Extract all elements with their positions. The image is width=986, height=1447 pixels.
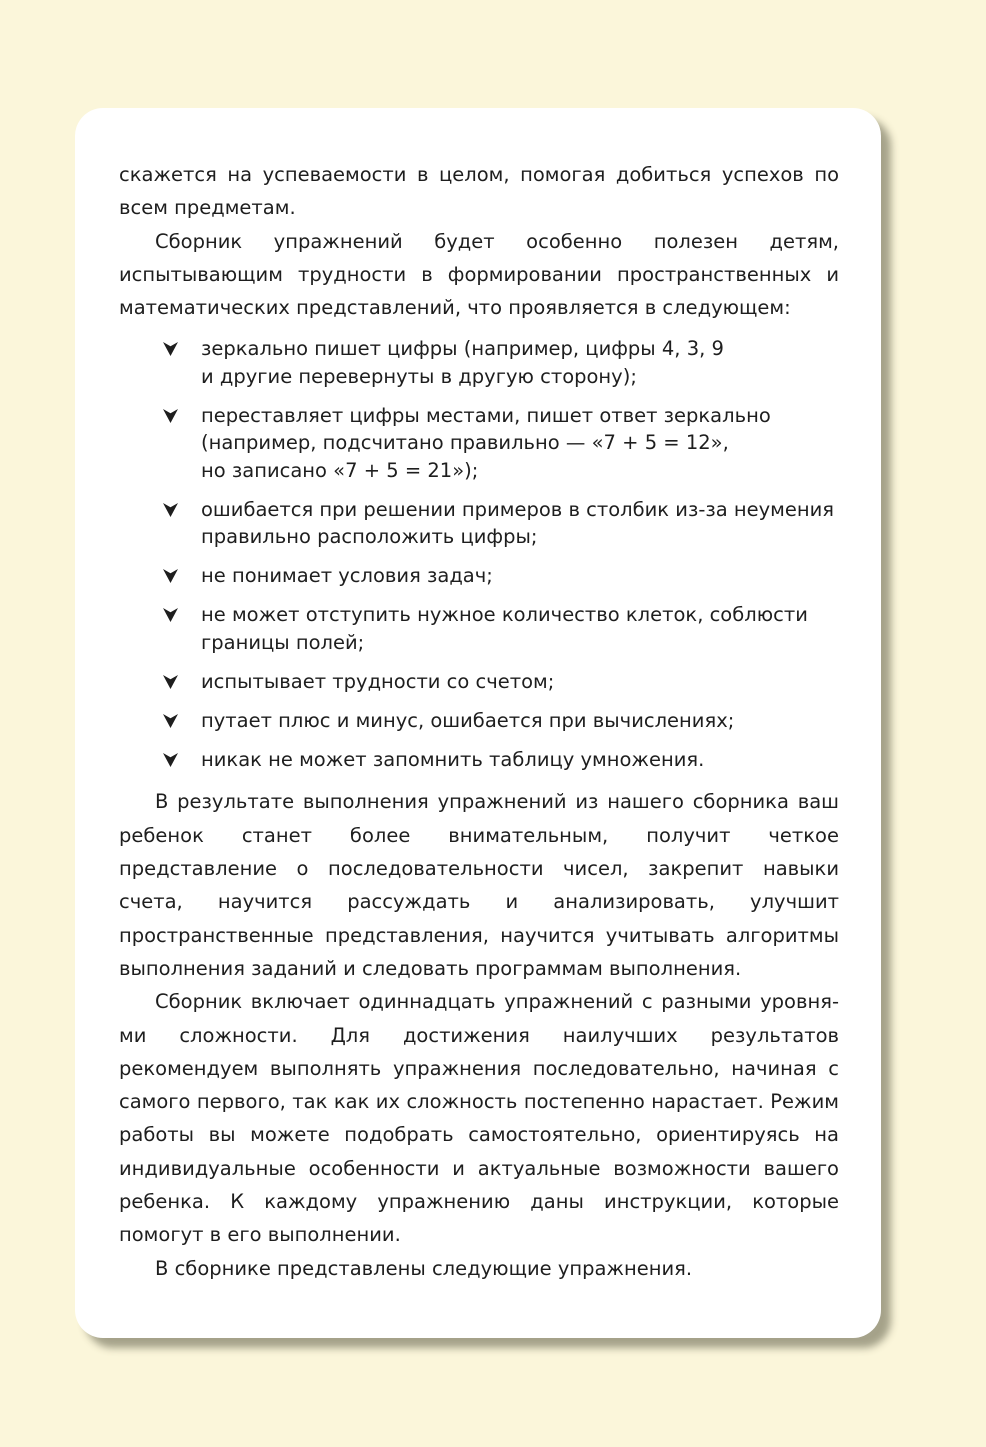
list-item-text: испытывает трудности со счетом; [201,669,555,693]
list-item-text: никак не может запомнить таблицу умножения. [201,747,705,771]
paragraph-intro: Сборник упражнений будет особенно полезен детям, испытывающим трудности в формировании пространственных и математических представлений, что проявляется в следующем: [119,229,839,320]
symptom-list [119,335,839,773]
check-chevron-icon [163,409,178,423]
check-chevron-icon [163,569,178,583]
list-item-text: не может отступить нужное количество клеток, соблюсти границы полей; [201,603,808,654]
paragraph-continuation: скажется на успеваемости в целом, помогая добиться успехов по всем предметам. [119,163,839,220]
list-item [119,707,839,735]
list-item [119,746,839,774]
check-chevron-icon [163,342,178,356]
list-item [119,402,839,485]
check-chevron-icon [163,714,178,728]
check-chevron-icon [163,503,178,517]
list-item [119,562,839,590]
check-chevron-icon [163,753,178,767]
check-chevron-icon [163,608,178,622]
list-item [119,601,839,656]
paragraph-structure: Сборник включает одиннадцать упражнений с разными уровнями сложности. Для достижения наилучших результатов рекомендуем выполнять упражнения последовательно, начиная с самого первого, так как их сложность постепенно нарастает. Режим работы вы можете подобрать самостоятельно, ориентируясь на индивидуальные особенности и актуальные возможности вашего ребенка. К каждому упражнению даны инструкции, которые помогут в его выполнении. [119,990,839,1247]
list-item-text: переставляет цифры местами, пишет ответ зеркально (например, подсчитано правильно — «7 + 5 = 12», но записано «7 + 5 = 21»); [201,403,771,482]
paragraph-closing: В сборнике представлены следующие упражнения. [155,1256,693,1280]
list-item [119,335,839,390]
list-item-text: не понимает условия задач; [201,564,493,588]
list-item [119,668,839,696]
list-item-text: зеркально пишет цифры (например, цифры 4, 3, 9 и другие перевернуты в другую сторону); [201,337,724,388]
page-text [119,158,839,1285]
check-chevron-icon [163,675,178,689]
list-item-text: ошибается при решении примеров в столбик из-за неумения правильно расположить цифры; [201,497,835,549]
page-card [75,108,881,1338]
list-item [119,496,839,551]
list-item-text: путает плюс и минус, ошибается при вычислениях; [201,708,735,732]
paragraph-results: В результате выполнения упражнений из нашего сборника ваш ребенок станет более внимательным, получит четкое представление о последовательности чисел, закрепит навыки счета, научится рассуждать и анализировать, улучшит пространственные представления, научится учитывать алгоритмы выполнения заданий и следовать программам выполнения. [119,790,839,980]
